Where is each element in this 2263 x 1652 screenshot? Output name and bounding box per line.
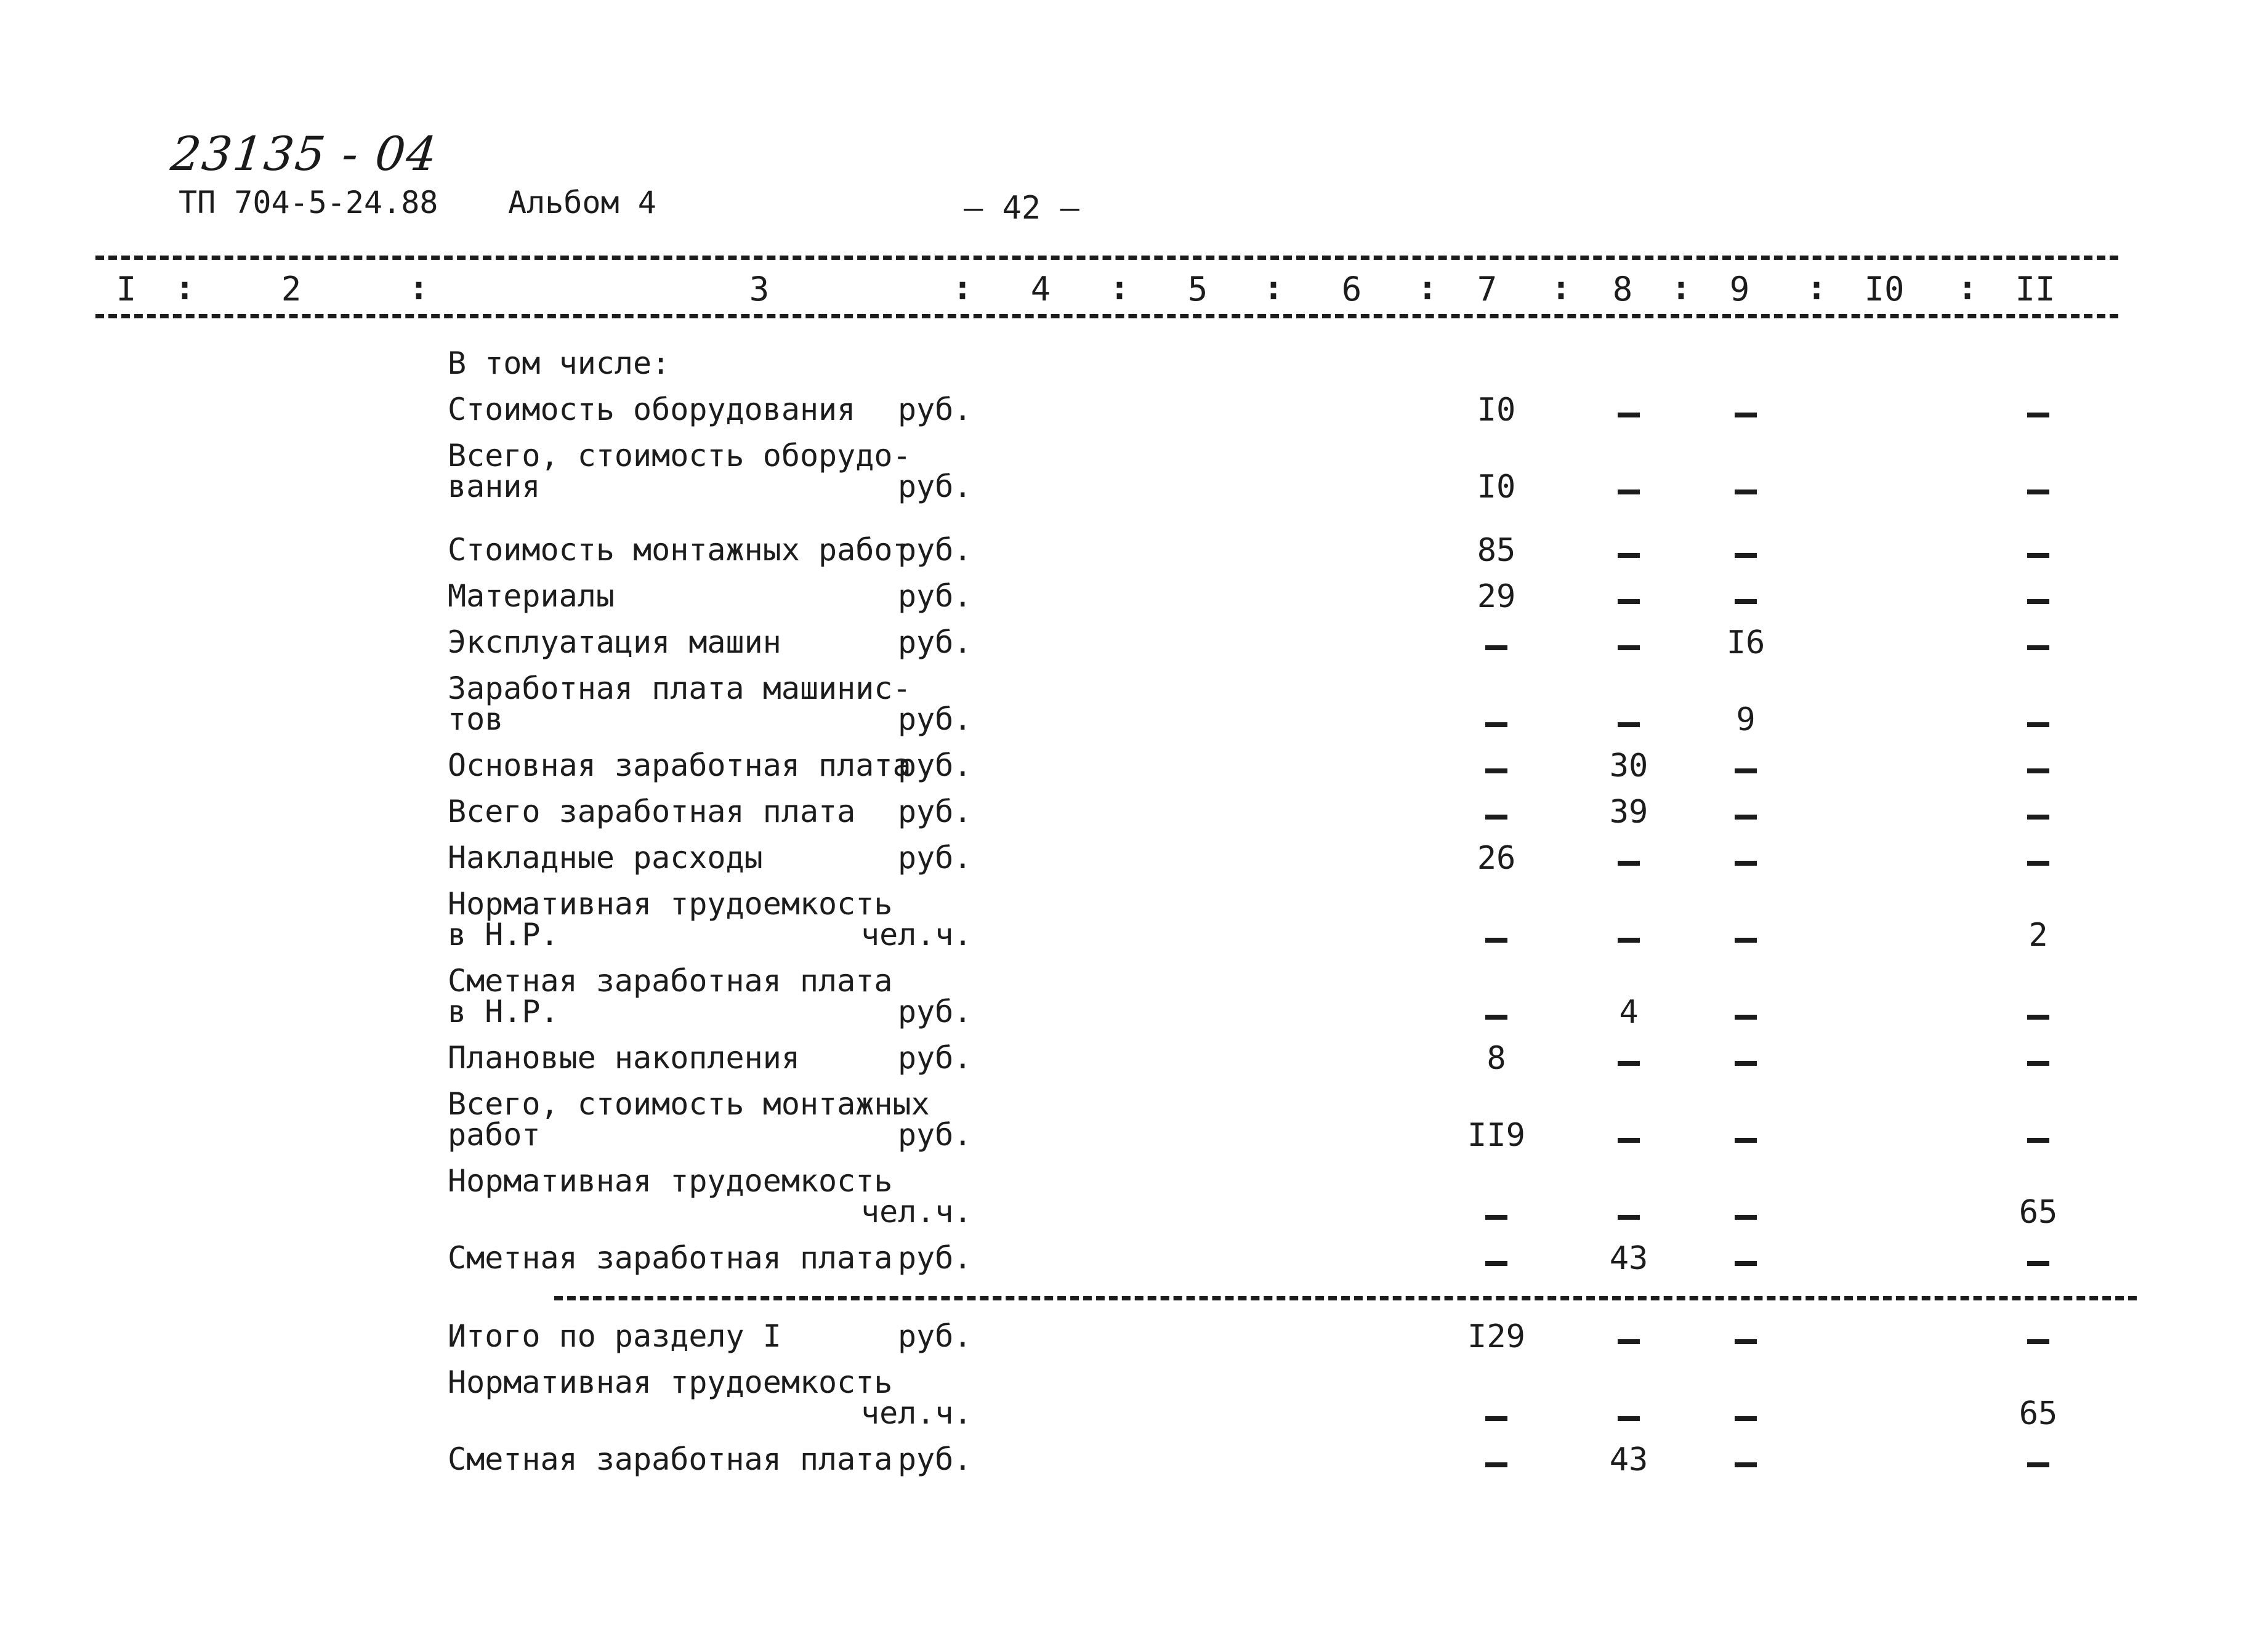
table-row-dash-c11 — [2027, 1061, 2049, 1066]
table-row-unit: руб. — [898, 392, 972, 427]
table-row-dash-c9 — [1735, 1138, 1757, 1143]
handwritten-code: 23135 - 04 — [168, 126, 441, 181]
table-row-dash-c8 — [1618, 1138, 1640, 1143]
table-row-label: вания — [448, 469, 541, 504]
table-row-unit: руб. — [898, 469, 972, 504]
table-row-dash-c11 — [2027, 768, 2049, 773]
table-row-dash-c11 — [2027, 645, 2049, 650]
total-row-dash-c7 — [1485, 1416, 1507, 1421]
total-row-dash-c9 — [1735, 1339, 1757, 1344]
total-row-label: Сметная заработная плата — [448, 1441, 893, 1477]
total-row-unit: руб. — [898, 1318, 972, 1354]
table-row-unit: руб. — [898, 701, 972, 737]
table-row-value-c7: 29 — [1477, 578, 1516, 615]
column-separator: : — [1263, 268, 1284, 307]
total-row-value-c7: I29 — [1467, 1318, 1525, 1355]
column-number: 2 — [281, 270, 302, 308]
table-row-value-c9: 9 — [1736, 701, 1756, 738]
table-row-label: работ — [448, 1117, 541, 1153]
table-row-value-c7: 85 — [1477, 532, 1516, 569]
column-separator: : — [1806, 268, 1827, 307]
table-row-value-c7: I0 — [1477, 392, 1516, 429]
table-row-label: Накладные расходы — [448, 840, 763, 876]
total-row-dash-c11 — [2027, 1339, 2049, 1344]
table-row-dash-c8 — [1618, 722, 1640, 727]
table-row-value-c8: 39 — [1609, 794, 1648, 831]
table-row-dash-c9 — [1735, 413, 1757, 417]
column-number: 7 — [1477, 270, 1498, 308]
total-row-unit: чел.ч. — [861, 1395, 972, 1431]
table-row-label: Основная заработная плата — [448, 747, 911, 783]
table-row-label: в Н.Р. — [448, 917, 559, 953]
table-row-dash-c8 — [1618, 599, 1640, 604]
table-row-label: тов — [448, 701, 504, 737]
table-row-dash-c7 — [1485, 1015, 1507, 1020]
table-row-label: Стоимость монтажных работ — [448, 532, 911, 568]
table-row-dash-c7 — [1485, 768, 1507, 773]
table-row-label: Стоимость оборудования — [448, 392, 856, 427]
page-number: – 42 – — [964, 190, 1079, 227]
table-row-dash-c8 — [1618, 861, 1640, 866]
table-row-dash-c9 — [1735, 553, 1757, 558]
table-row-dash-c8 — [1618, 1215, 1640, 1220]
total-row-dash-c11 — [2027, 1462, 2049, 1467]
total-row-dash-c8 — [1618, 1416, 1640, 1421]
table-row-label: Нормативная трудоемкость — [448, 886, 893, 922]
table-row-dash-c8 — [1618, 413, 1640, 417]
table-row-unit: руб. — [898, 994, 972, 1029]
column-separator: : — [174, 268, 195, 307]
header-bottom-rule — [95, 314, 2118, 318]
table-row-unit: чел.ч. — [861, 1194, 972, 1230]
table-row-value-c11: 2 — [2028, 917, 2048, 954]
table-row-unit: руб. — [898, 578, 972, 614]
column-number: II — [2015, 270, 2055, 308]
total-row-unit: руб. — [898, 1441, 972, 1477]
table-row-label: Заработная плата машинис- — [448, 671, 911, 706]
table-row-dash-c8 — [1618, 645, 1640, 650]
table-row-dash-c11 — [2027, 1138, 2049, 1143]
table-row-dash-c11 — [2027, 722, 2049, 727]
column-separator: : — [408, 268, 429, 307]
subtotal-rule — [554, 1296, 2137, 1300]
table-row-dash-c9 — [1735, 938, 1757, 943]
album-label: Альбом 4 — [508, 185, 656, 220]
table-row-dash-c11 — [2027, 861, 2049, 866]
column-separator: : — [1957, 268, 1978, 307]
table-row-dash-c7 — [1485, 722, 1507, 727]
table-row-label: Сметная заработная плата — [448, 963, 893, 999]
table-row-label: Материалы — [448, 578, 615, 614]
total-row-value-c11: 65 — [2019, 1395, 2058, 1432]
table-row-label: Нормативная трудоемкость — [448, 1163, 893, 1199]
table-row-label: Всего, стоимость оборудо- — [448, 438, 911, 473]
intro-label: В том числе: — [448, 345, 671, 381]
column-separator: : — [1671, 268, 1692, 307]
column-number: 6 — [1341, 270, 1362, 308]
table-row-label: Всего заработная плата — [448, 794, 856, 829]
table-row-dash-c7 — [1485, 938, 1507, 943]
column-separator: : — [1417, 268, 1438, 307]
table-row-unit: руб. — [898, 747, 972, 783]
total-row-label: Нормативная трудоемкость — [448, 1364, 893, 1400]
table-row-value-c7: I0 — [1477, 469, 1516, 506]
column-number: 4 — [1030, 270, 1051, 308]
table-row-unit: руб. — [898, 794, 972, 829]
table-row-unit: руб. — [898, 1240, 972, 1276]
table-row-value-c7: II9 — [1467, 1117, 1525, 1154]
table-row-dash-c11 — [2027, 553, 2049, 558]
table-row-unit: чел.ч. — [861, 917, 972, 953]
column-number: 5 — [1187, 270, 1208, 308]
total-row-dash-c7 — [1485, 1462, 1507, 1467]
total-row-dash-c9 — [1735, 1416, 1757, 1421]
table-row-dash-c9 — [1735, 1215, 1757, 1220]
total-row-dash-c9 — [1735, 1462, 1757, 1467]
table-row-dash-c9 — [1735, 861, 1757, 866]
table-row-dash-c9 — [1735, 815, 1757, 820]
table-row-label: в Н.Р. — [448, 994, 559, 1029]
column-separator: : — [952, 268, 973, 307]
table-row-unit: руб. — [898, 532, 972, 568]
table-row-value-c8: 43 — [1609, 1240, 1648, 1277]
total-row-dash-c8 — [1618, 1339, 1640, 1344]
table-row-label: Сметная заработная плата — [448, 1240, 893, 1276]
column-separator: : — [1109, 268, 1130, 307]
table-row-label: Эксплуатация машин — [448, 624, 781, 660]
table-row-value-c8: 30 — [1609, 747, 1648, 784]
column-separator: : — [1551, 268, 1571, 307]
column-number: 8 — [1612, 270, 1633, 308]
table-row-dash-c7 — [1485, 815, 1507, 820]
table-row-dash-c9 — [1735, 1261, 1757, 1266]
table-row-value-c11: 65 — [2019, 1194, 2058, 1231]
table-row-dash-c7 — [1485, 1261, 1507, 1266]
table-row-dash-c9 — [1735, 1061, 1757, 1066]
table-row-dash-c11 — [2027, 1015, 2049, 1020]
table-row-value-c7: 8 — [1486, 1040, 1506, 1077]
table-row-unit: руб. — [898, 624, 972, 660]
table-row-dash-c11 — [2027, 413, 2049, 417]
table-row-dash-c8 — [1618, 553, 1640, 558]
table-row-unit: руб. — [898, 1117, 972, 1153]
table-row-label: Плановые накопления — [448, 1040, 800, 1076]
total-row-label: Итого по разделу I — [448, 1318, 781, 1354]
table-row-dash-c9 — [1735, 490, 1757, 494]
table-row-dash-c9 — [1735, 1015, 1757, 1020]
total-row-value-c8: 43 — [1609, 1441, 1648, 1478]
table-row-value-c7: 26 — [1477, 840, 1516, 877]
table-row-dash-c11 — [2027, 490, 2049, 494]
table-row-dash-c8 — [1618, 938, 1640, 943]
table-row-dash-c9 — [1735, 599, 1757, 604]
table-row-dash-c11 — [2027, 1261, 2049, 1266]
column-number: 9 — [1729, 270, 1750, 308]
table-row-value-c8: 4 — [1619, 994, 1639, 1031]
table-row-unit: руб. — [898, 840, 972, 876]
table-row-dash-c11 — [2027, 815, 2049, 820]
table-row-dash-c7 — [1485, 645, 1507, 650]
column-number: 3 — [749, 270, 770, 308]
table-row-value-c9: I6 — [1726, 624, 1765, 661]
document-code: ТП 704-5-24.88 — [179, 185, 438, 220]
table-row-dash-c9 — [1735, 768, 1757, 773]
table-row-unit: руб. — [898, 1040, 972, 1076]
table-row-dash-c11 — [2027, 599, 2049, 604]
table-row-dash-c7 — [1485, 1215, 1507, 1220]
header-top-rule — [95, 256, 2118, 260]
table-row-dash-c8 — [1618, 1061, 1640, 1066]
column-number: I0 — [1864, 270, 1905, 308]
table-row-label: Всего, стоимость монтажных — [448, 1086, 930, 1122]
column-number: I — [116, 270, 137, 308]
table-row-dash-c8 — [1618, 490, 1640, 494]
